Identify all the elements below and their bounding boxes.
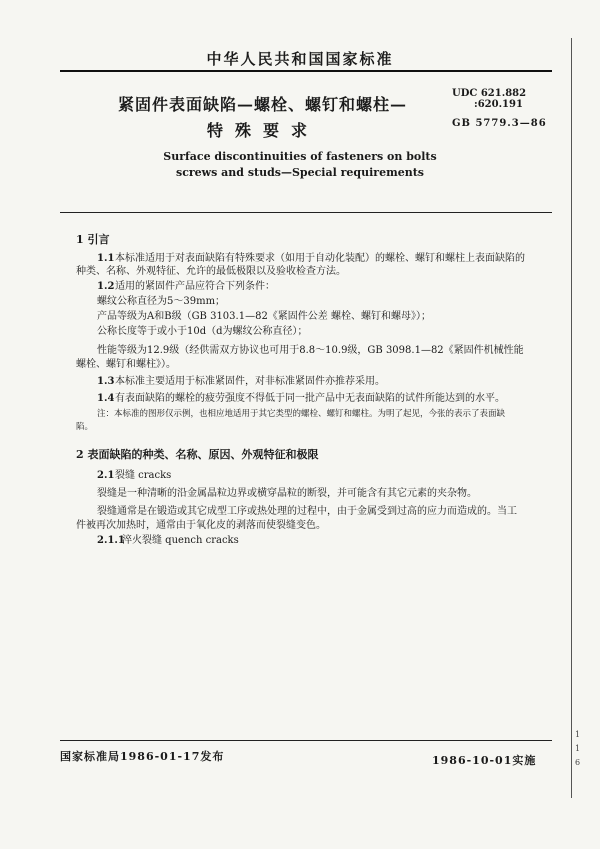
header-rule [60,70,552,72]
clause-2-1-1-title: 淬火裂缝 quench cracks [122,535,239,546]
condition-thread-diameter: 螺纹公称直径为5～39mm； [97,296,226,307]
note-text-cont: 陷。 [76,422,94,432]
gb-code: GB 5779.3—86 [452,118,547,129]
clause-1-4-number: 1.4 [97,393,115,404]
udc-code-line2: :620.191 [474,99,523,110]
cracks-definition: 裂缝是一种清晰的沿金属晶粒边界或横穿晶粒的断裂，并可能含有其它元素的夹杂物。 [97,488,477,499]
condition-nominal-length: 公称长度等于或小于10d（d为螺纹公称直径）； [97,326,308,337]
clause-1-1-number: 1.1 [97,253,115,264]
margin-page-marks: 1 1 6 [575,730,581,767]
clause-1-3-text: 本标准主要适用于标准紧固件，对非标准紧固件亦推荐采用。 [115,376,385,387]
standard-org-header: 中华人民共和国国家标准 [206,50,394,68]
effective-date: 1986-10-01实施 [432,754,537,767]
clause-2-1-title: 裂缝 cracks [115,470,172,481]
udc-code-line1: UDC 621.882 [452,88,527,99]
condition-property-class-cont: 螺栓、螺钉和螺柱》）。 [76,359,176,370]
condition-product-grade: 产品等级为A和B级（GB 3103.1—82《紧固件公差 螺栓、螺钉和螺母》）； [97,311,431,322]
note-text: 注：本标准的图形仅示例，也相应地适用于其它类型的螺栓、螺钉和螺柱。为明了起见，今张的表示了表面缺 [97,409,506,419]
cracks-cause: 裂缝通常是在锻造或其它成型工序或热处理的过程中，由于金属受到过高的应力而造成的。当工 [97,506,517,517]
section-2-heading: 2 表面缺陷的种类、名称、原因、外观特征和极限 [76,448,319,461]
cracks-cause-cont: 件被再次加热时，通常由于氧化皮的剥落而使裂缝变色。 [76,520,326,531]
title-en-line1: Surface discontinuities of fasteners on bolts [163,150,437,163]
title-zh-line1: 紧固件表面缺陷—螺栓、螺钉和螺柱— [118,95,408,114]
clause-1-2-text: 适用的紧固件产品应符合下列条件： [115,281,275,292]
binding-margin-line [571,38,572,798]
footer-rule [60,740,552,741]
title-rule [60,212,552,213]
title-en-line2: screws and studs—Special requirements [176,166,424,179]
clause-2-1-number: 2.1 [97,470,115,481]
clause-1-2-number: 1.2 [97,281,115,292]
section-1-heading: 1 引言 [76,233,110,246]
issued-by-date: 国家标准局1986-01-17发布 [60,750,225,763]
clause-1-3-number: 1.3 [97,376,115,387]
clause-1-1-text-cont: 种类、名称、外观特征、允许的最低极限以及验收检查方法。 [76,266,346,277]
clause-1-1-text: 本标准适用于对表面缺陷有特殊要求（如用于自动化装配）的螺栓、螺钉和螺柱上表面缺陷的 [115,253,525,264]
clause-2-1-1-number: 2.1.1 [97,535,125,546]
title-zh-line2: 特殊要求 [207,121,320,140]
condition-property-class: 性能等级为12.9级（经供需双方协议也可用于8.8～10.9级，GB 3098.1—82《紧固件机械性能 [97,345,524,356]
clause-1-4-text: 有表面缺陷的螺栓的疲劳强度不得低于同一批产品中无表面缺陷的试件所能达到的水平。 [115,393,505,404]
